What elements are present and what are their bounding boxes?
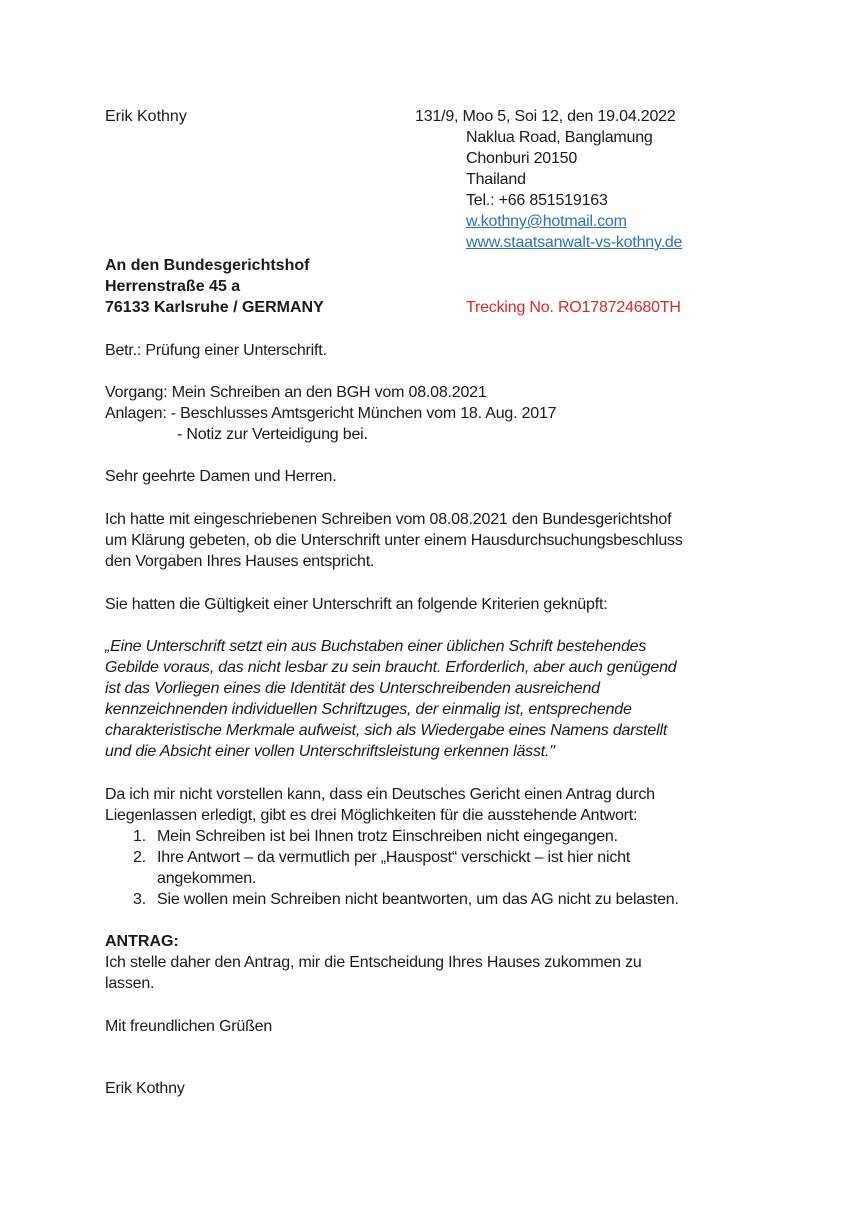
recipient-line-2: Herrenstraße 45 a: [105, 278, 241, 295]
quote-line-1: „Eine Unterschrift setzt ein aus Buchstaben einer üblichen Schrift bestehendes: [105, 638, 647, 655]
sender-phone: Tel.: +66 851519163: [466, 192, 608, 209]
paragraph1-line-1: Ich hatte mit eingeschriebenen Schreiben vom 08.08.2021 den Bundesgerichtshof: [105, 511, 672, 528]
recipient-line-3: 76133 Karlsruhe / GERMANY: [105, 299, 324, 316]
antrag-line-1: Ich stelle daher den Antrag, mir die Entscheidung Ihres Hauses zukommen zu: [105, 954, 642, 971]
sender-email-link[interactable]: w.kothny@hotmail.com: [466, 213, 627, 230]
list-item-1-text: Mein Schreiben ist bei Ihnen trotz Einschreiben nicht eingegangen.: [157, 828, 618, 845]
sender-name: Erik Kothny: [105, 108, 187, 125]
quote-line-4: kennzeichnenden individuellen Schriftzuges, der einmalig ist, entsprechende: [105, 701, 632, 718]
quote-line-3: ist das Vorliegen eines die Identität des Unterschreibenden ausreichend: [105, 680, 600, 697]
closing: Mit freundlichen Grüßen: [105, 1018, 273, 1035]
sender-address-country: Thailand: [466, 171, 526, 188]
reference-anlagen-1: Anlagen: - Beschlusses Amtsgericht München vom 18. Aug. 2017: [105, 405, 557, 422]
subject-line: Betr.: Prüfung einer Unterschrift.: [105, 342, 327, 359]
paragraph1-line-3: den Vorgaben Ihres Hauses entspricht.: [105, 553, 375, 570]
quote-line-2: Gebilde voraus, das nicht lesbar zu sein braucht. Erforderlich, aber auch genügend: [105, 659, 677, 676]
sender-website-link[interactable]: www.staatsanwalt-vs-kothny.de: [466, 234, 683, 251]
paragraph3-line-2: Liegenlassen erledigt, gibt es drei Möglichkeiten für die ausstehende Antwort:: [105, 807, 638, 824]
sender-address-date: 131/9, Moo 5, Soi 12, den 19.04.2022: [415, 108, 676, 125]
antrag-line-2: lassen.: [105, 975, 155, 992]
list-item-2-text-cont: angekommen.: [157, 870, 257, 887]
paragraph3-line-1: Da ich mir nicht vorstellen kann, dass ein Deutsches Gericht einen Antrag durch: [105, 786, 655, 803]
list-item-1-number: 1.: [133, 828, 146, 845]
paragraph2: Sie hatten die Gültigkeit einer Unterschrift an folgende Kriterien geknüpft:: [105, 596, 608, 613]
list-item-3-text: Sie wollen mein Schreiben nicht beantworten, um das AG nicht zu belasten.: [157, 891, 679, 908]
sender-address-city: Chonburi 20150: [466, 150, 578, 167]
reference-vorgang: Vorgang: Mein Schreiben an den BGH vom 08.08.2021: [105, 384, 487, 401]
paragraph1-line-2: um Klärung gebeten, ob die Unterschrift unter einem Hausdurchsuchungsbeschluss: [105, 532, 683, 549]
list-item-3-number: 3.: [133, 891, 146, 908]
signature-name: Erik Kothny: [105, 1080, 185, 1097]
recipient-line-1: An den Bundesgerichtshof: [105, 257, 310, 274]
sender-address-street: Naklua Road, Banglamung: [466, 129, 653, 146]
reference-anlagen-2: - Notiz zur Verteidigung bei.: [177, 426, 368, 443]
list-item-2-text: Ihre Antwort – da vermutlich per „Hauspost“ verschickt – ist hier nicht: [157, 849, 631, 866]
salutation: Sehr geehrte Damen und Herren.: [105, 468, 337, 485]
tracking-number: Trecking No. RO178724680TH: [466, 299, 681, 316]
antrag-heading: ANTRAG:: [105, 933, 179, 950]
quote-line-5: charakteristische Merkmale aufweist, sich als Wiedergabe eines Namens darstellt: [105, 722, 668, 739]
list-item-2-number: 2.: [133, 849, 146, 866]
quote-line-6: und die Absicht einer vollen Unterschriftsleistung erkennen lässt.": [105, 743, 555, 760]
